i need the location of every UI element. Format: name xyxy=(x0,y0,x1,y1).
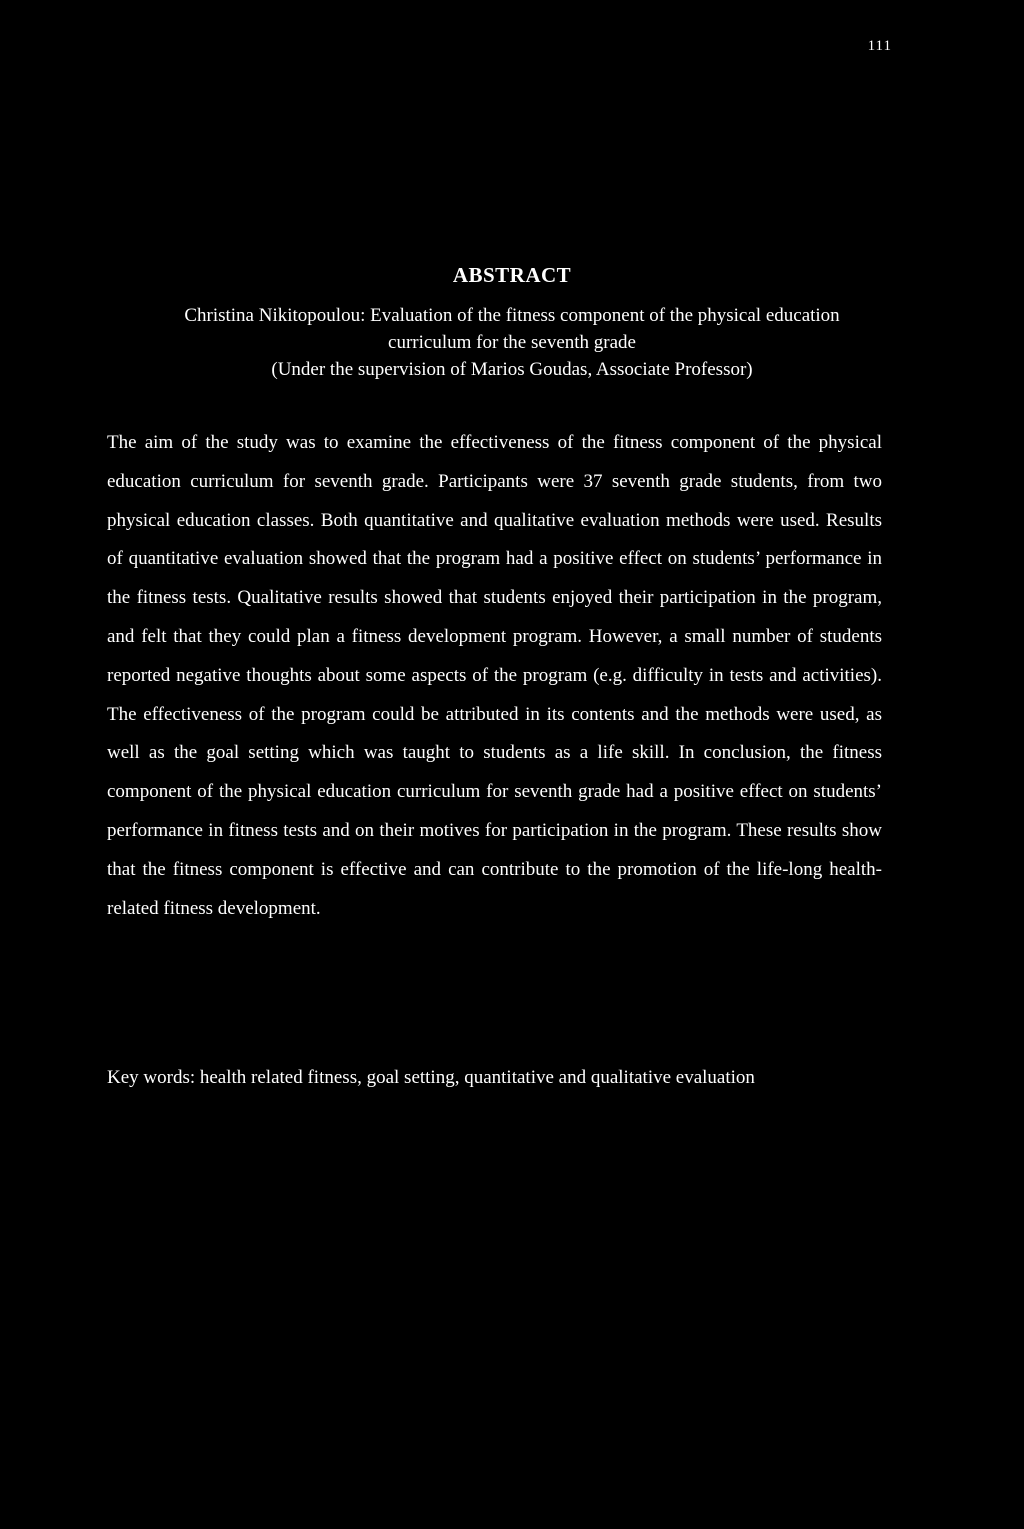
abstract-header xyxy=(0,302,1024,383)
author-title: Christina Nikitopoulou: Evaluation of the fitness component of the physical education xyxy=(184,305,840,326)
supervision-note: (Under the supervision of Marios Goudas, Associate Professor) xyxy=(271,359,753,380)
page-number: 111 xyxy=(867,38,892,54)
keywords: Key words: health related fitness, goal setting, quantitative and qualitative evaluation xyxy=(107,1067,755,1088)
title-continued: curriculum for the seventh grade xyxy=(388,332,636,353)
abstract-heading: ABSTRACT xyxy=(452,263,572,287)
abstract-body: The aim of the study was to examine the effectiveness of the fitness component of the physical education curriculum for seventh grade. Participants were 37 seventh grade students, from two physical education classes. Both quantitative and qualitative evaluation methods were used. Results of quantitative evaluation showed that the program had a positive effect on students’ performance in the fitness tests. Qualitative results showed that students enjoyed their participation in the program, and felt that they could plan a fitness development program. However, a small number of students reported negative thoughts about some aspects of the program (e.g. difficulty in tests and activities). The effectiveness of the program could be attributed in its contents and the methods were used, as well as the goal setting which was taught to students as a life skill. In conclusion, the fitness component of the physical education curriculum for seventh grade had a positive effect on students’ performance in fitness tests and on their motives for participation in the program. These results show that the fitness component is effective and can contribute to the promotion of the life-long health-related fitness development. xyxy=(107,432,882,919)
